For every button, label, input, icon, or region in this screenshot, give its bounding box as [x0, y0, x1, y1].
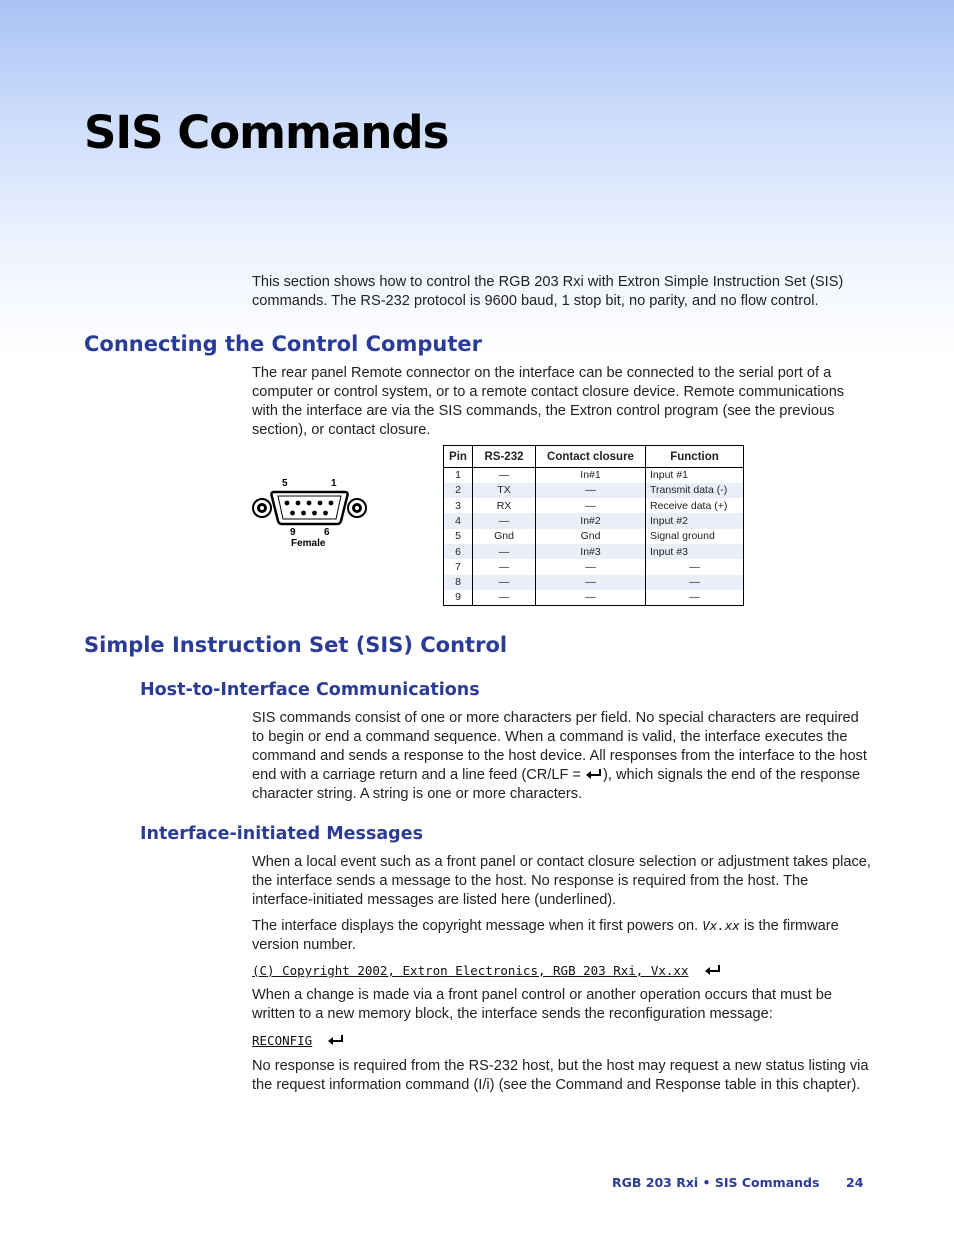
table-header: Contact closure — [536, 446, 646, 468]
table-header: RS-232 — [473, 446, 536, 468]
table-row — [444, 529, 744, 544]
table-cell: RX — [473, 498, 536, 513]
table-cell: — — [646, 559, 744, 574]
copyright-message: (C) Copyright 2002, Extron Electronics, RGB 203 Rxi, Vx.xx — [252, 963, 689, 978]
enter-key-icon — [704, 964, 722, 976]
host-text-before: SIS commands consist of one or more characters per field. No special characters are required to begin or end a command sequence. When a command is valid, the interface executes the command and sends a response to the host device. All responses from the interface to the host end with a carriage return and a line feed (CR/LF = — [252, 710, 867, 783]
table-cell: 6 — [444, 544, 473, 559]
table-row — [444, 559, 744, 574]
pin-label-6: 6 — [324, 527, 330, 538]
table-cell: 3 — [444, 498, 473, 513]
table-cell: — — [473, 590, 536, 605]
table-cell: — — [473, 575, 536, 590]
table-row — [444, 498, 744, 513]
reconfig-message: RECONFIG — [252, 1033, 313, 1048]
table-cell: Input #3 — [646, 544, 744, 559]
table-cell: Gnd — [473, 529, 536, 544]
table-cell: — — [473, 559, 536, 574]
table-cell: — — [536, 498, 646, 513]
table-cell: In#1 — [536, 468, 646, 483]
table-cell: 1 — [444, 468, 473, 483]
table-cell: In#2 — [536, 513, 646, 528]
table-cell: — — [536, 590, 646, 605]
table-row — [444, 575, 744, 590]
interface-initiated-paragraph-1: When a local event such as a front panel or contact closure selection or adjustment takes place, the interface sends a message to the host. No response is required from the host. The interface-initiated messages are listed here (underlined). — [252, 854, 871, 908]
table-row — [444, 590, 744, 605]
table-cell: Receive data (+) — [646, 498, 744, 513]
interface-initiated-paragraph-4: No response is required from the RS-232 host, but the host may request a new status listing via the request information command (I/i) (see the Command and Response table in this chapter). — [252, 1058, 869, 1093]
p2-text-before: The interface displays the copyright message when it first powers on. — [252, 918, 703, 934]
table-cell: Input #1 — [646, 468, 744, 483]
intro-paragraph: This section shows how to control the RGB 203 Rxi with Extron Simple Instruction Set (SIS) commands. The RS-232 protocol is 9600 baud, 1 stop bit, no parity, and no flow control. — [252, 274, 844, 309]
db9-connector-icon — [250, 488, 370, 544]
pin-assignment-table — [443, 445, 744, 606]
pin-label-1: 1 — [331, 478, 337, 489]
table-cell: — — [473, 544, 536, 559]
db9-connector-diagram — [250, 476, 370, 552]
pin-label-5: 5 — [282, 478, 288, 489]
connector-gender-label: Female — [291, 538, 326, 549]
subheading-interface-initiated: Interface-initiated Messages — [140, 824, 423, 844]
copyright-message-line — [252, 963, 722, 978]
enter-key-icon — [585, 768, 603, 780]
section-heading-connecting: Connecting the Control Computer — [84, 332, 482, 356]
interface-initiated-paragraph-2 — [252, 916, 872, 955]
enter-key-icon — [327, 1034, 345, 1046]
firmware-version-code: Vx.xx — [702, 918, 740, 933]
table-header-row — [444, 446, 744, 468]
footer-page-number: 24 — [846, 1175, 864, 1190]
table-cell: Gnd — [536, 529, 646, 544]
section-heading-sis-control: Simple Instruction Set (SIS) Control — [84, 633, 508, 657]
table-cell: 2 — [444, 483, 473, 498]
table-cell: — — [646, 590, 744, 605]
table-cell: — — [473, 513, 536, 528]
table-cell: TX — [473, 483, 536, 498]
table-cell: 9 — [444, 590, 473, 605]
table-header: Pin — [444, 446, 473, 468]
host-text-after: ), which signals the end of the response character string. A string is one or more characters. — [252, 767, 861, 802]
pin-label-9: 9 — [290, 527, 296, 538]
table-cell: Transmit data (-) — [646, 483, 744, 498]
p2-text-after: is the firmware version number. — [252, 918, 839, 953]
connecting-paragraph: The rear panel Remote connector on the interface can be connected to the serial port of a computer or control system, or to a remote contact closure device. Remote communications with the interface are via the SIS commands, the Extron control program (see the previous section), or contact closure. — [252, 365, 845, 438]
table-cell: In#3 — [536, 544, 646, 559]
interface-initiated-paragraph-3: When a change is made via a front panel control or another operation occurs that must be written to a new memory block, the interface sends the reconfiguration message: — [252, 987, 833, 1022]
host-to-interface-paragraph — [252, 709, 872, 804]
subheading-host-to-interface: Host-to-Interface Communications — [140, 680, 480, 700]
table-cell: Signal ground — [646, 529, 744, 544]
reconfig-message-line — [252, 1033, 345, 1048]
table-row — [444, 544, 744, 559]
table-row — [444, 468, 744, 483]
table-cell: 7 — [444, 559, 473, 574]
table-cell: — — [646, 575, 744, 590]
table-cell: — — [536, 483, 646, 498]
table-cell: — — [473, 468, 536, 483]
table-cell: — — [536, 575, 646, 590]
table-cell: 5 — [444, 529, 473, 544]
table-cell: Input #2 — [646, 513, 744, 528]
table-header: Function — [646, 446, 744, 468]
table-cell: 4 — [444, 513, 473, 528]
table-cell: — — [536, 559, 646, 574]
table-row — [444, 513, 744, 528]
footer-document-title: RGB 203 Rxi • SIS Commands — [612, 1175, 820, 1190]
table-cell: 8 — [444, 575, 473, 590]
page-title: SIS Commands — [84, 106, 449, 159]
table-row — [444, 483, 744, 498]
